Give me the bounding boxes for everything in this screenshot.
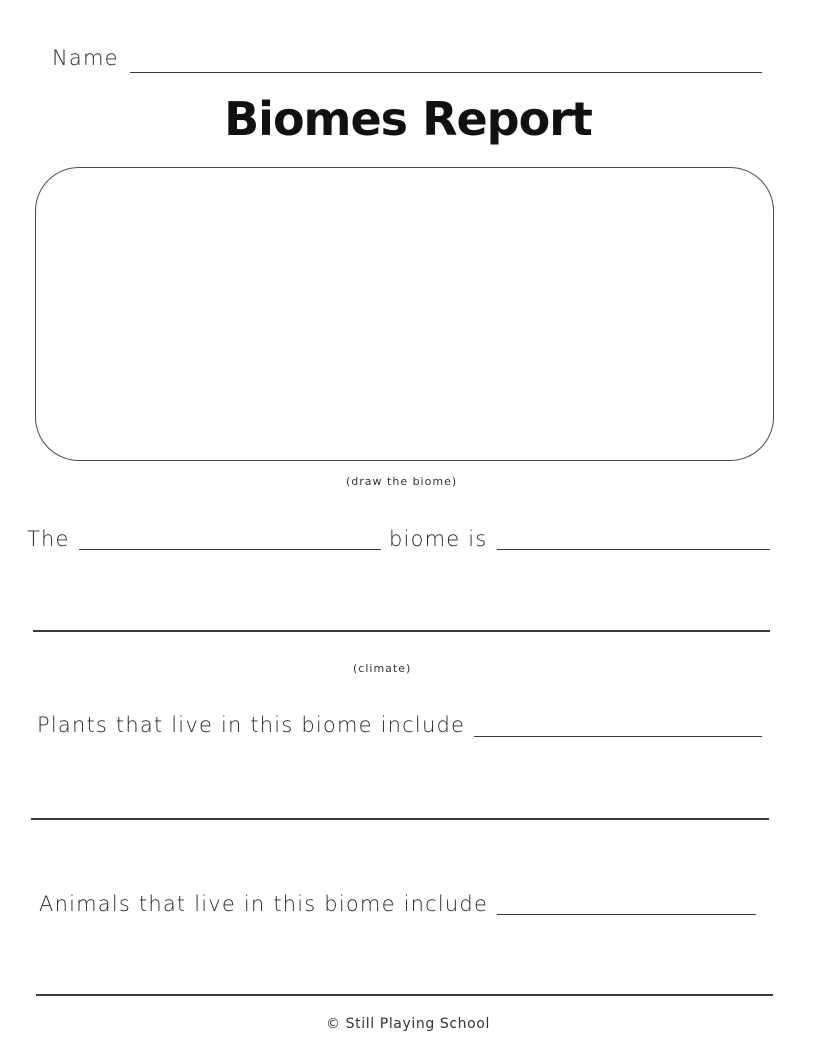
plants-write-line-2[interactable] [31, 818, 769, 820]
climate-caption: (climate) [353, 662, 412, 675]
copyright-footer: © Still Playing School [326, 1016, 490, 1032]
animals-prompt: Animals that live in this biome include [39, 892, 489, 916]
plants-prompt: Plants that live in this biome include [37, 713, 466, 737]
page-title: Biomes Report [224, 92, 592, 146]
animals-write-line-2[interactable] [36, 994, 773, 996]
draw-caption: (draw the biome) [346, 475, 458, 488]
drawing-area[interactable] [35, 167, 774, 461]
name-write-line[interactable] [130, 72, 762, 73]
sentence-biome-is-label: biome is [389, 527, 488, 551]
climate-write-line-2[interactable] [33, 630, 770, 632]
name-label: Name [52, 46, 119, 70]
climate-write-line-1[interactable] [497, 549, 770, 550]
animals-write-line-1[interactable] [497, 914, 756, 915]
sentence-the-label: The [27, 527, 70, 551]
plants-write-line-1[interactable] [474, 736, 762, 737]
biome-name-write-line[interactable] [79, 549, 381, 550]
